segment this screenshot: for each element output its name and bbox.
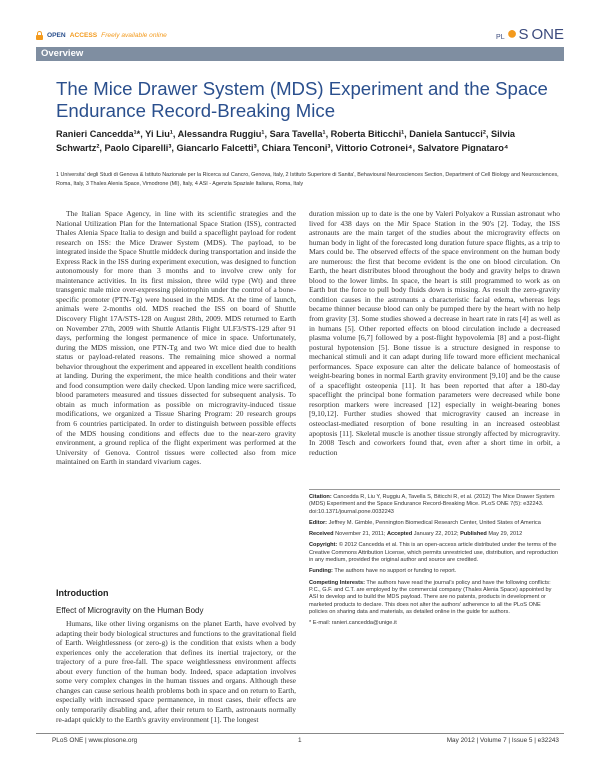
introduction-paragraph: Humans, like other living organisms on the planet Earth, have evolved by adapting their body biological structures and functions to the gravitational field of Earth. Weightlessness (or zero-g) is the condition that exists when a body experiences only the acceleration that defines its inertial trajectory, or the trajectory of a pure free-fall. The space weightlessness environment affects about every function of the human body. Indeed, space adaptation involves some very complex changes in the human tissues and organs. Although these changes can cause serious health problems both in space and on return to Earth, especially with increased space permanence, in most cases, their effects are only temporarily disabling and, after their return to Earth, astronauts normally re-adapt quickly to the Earth's gravity environment [1]. The longest bbox=[56, 619, 296, 724]
paper-title: The Mice Drawer System (MDS) Experiment and the Space Endurance Record-Breaking Mice bbox=[56, 78, 548, 121]
footer-divider bbox=[36, 733, 564, 734]
dates-block: Received November 21, 2011; Accepted January 22, 2012; Published May 29, 2012 bbox=[309, 531, 523, 538]
editor-block: Editor: Jeffrey M. Gimble, Pennington Biomedical Research Center, United States of America bbox=[309, 519, 541, 526]
open-access-banner bbox=[36, 31, 167, 40]
footer-issue-info: May 2012 | Volume 7 | Issue 5 | e32243 bbox=[446, 737, 559, 744]
logo-s: S bbox=[518, 26, 529, 43]
author-list: Ranieri Cancedda¹*, Yi Liu¹, Alessandra Ruggiu¹, Sara Tavella¹, Roberta Biticchi¹, Daniela Santucci², Silvia Schwartz², Paolo Ciparelli³, Giancarlo Falcetti³, Chiara Tenconi³, Vittorio Cotronei⁴, Salvatore Pignataro⁴ bbox=[56, 129, 515, 153]
article-info-box bbox=[309, 489, 560, 631]
logo-small: PL bbox=[496, 34, 505, 41]
section-type-bar: Overview bbox=[36, 47, 564, 61]
email-line: * E-mail: ranieri.cancedda@unige.it bbox=[309, 620, 397, 627]
introduction-section bbox=[56, 589, 296, 724]
page-footer bbox=[36, 737, 564, 747]
logo-dot-icon: ● bbox=[506, 23, 518, 43]
logo-one: ONE bbox=[531, 26, 564, 43]
abstract-text: The Italian Space Agency, in line with its scientific strategies and the National Utilization Plan for the International Space Station (ISS), contracted Thales Alenia Space Italia to design and build a spaceflight payload for rodent research on ISS: the Mice Drawer System (MDS). The payload, to be integrated inside the Space Shuttle middeck during transportation and inside the Express Rack in the ISS during experiment execution, was designed to function autonomously for more than 3 months and to involve crew only for maintenance activities. In its first mission, three wild type (Wt) and three transgenic male mice over-expressing pleiotrophin under the control of a bone-specific promoter (PTN-Tg) were housed in the MDS. At the time of launch, animals were 2-months old. MDS reached the ISS on board of Shuttle Discovery Flight 17A/STS-128 on August 28th, 2009. MDS returned to Earth on November 27th, 2009 with Shuttle Atlantis Flight ULF3/STS-129 after 91 days, performing the longest permanence of mice in space. Unfortunately, during the MDS mission, one PTN-Tg and two Wt mice died due to health status or payload-related reasons. The remaining mice showed a normal behavior throughout the experiment and appeared in excellent health conditions at landing. During the experiment, the mice health conditions and their water and food consumption were daily checked. Upon landing mice were sacrificed, blood parameters measured and tissues dissected for subsequent analysis. To obtain as much information as possible on microgravity-induced tissue modifications, we organized a Tissue Sharing Program: 20 research groups from 6 countries participated. In order to distinguish between possible effects of the MDS housing conditions and effects due to the near-zero gravity environment, a ground replica of the flight experiment was performed at the University of Genova. Control tissues were collected also from mice maintained on Earth in standard vivarium cages. bbox=[56, 209, 296, 467]
oa-access-label: ACCESS bbox=[69, 32, 98, 39]
open-lock-icon bbox=[36, 31, 43, 40]
microgravity-subheading: Effect of Microgravity on the Human Body bbox=[56, 605, 204, 615]
funding-block: Funding: The authors have no support or funding to report. bbox=[309, 568, 457, 575]
plos-one-logo bbox=[496, 23, 564, 43]
oa-free-label: Freely available online bbox=[101, 32, 167, 39]
column-two-paragraph: duration mission up to date is the one by Valeri Polyakov a Russian astronaut who lived for 438 days on the Mir Space Station in the 90's [2]. Today, the ISS astronauts are the main target of the studies about the microgravity effects on human body in light of the forecasted long duration future space flights, as a trip to Mars could be. The observed effects of the space environment on the human body are numerous: the first that become evident is the one on blood circulation. On Earth, the heart distributes blood throughout the body and gravity helps to drawn blood to the lower limbs. In space, the heart is still programmed to work as on Earth but the force to pull body fluids down is missing. As result the zero-gravity condition causes in the astronauts a characteristic facial edema, whereas legs became thinner because blood can only be pumped there by the heart with no help from gravity [3]. Some studies showed a decrease in heart rate in rats [4] as well as in humans [5]. Other reported effects on blood circulation include a decreased plasma volume [6,7] followed by a post-flight hypovolemia [8] and a post-flight postural hypotension [5]. Bone tissue is a structure designed in response to mechanical stimuli and it can adapt during life toward more efficient mechanical performances. Space exposure can alter the delicate balance of homeostasis of weight-bearing bones in normal Earth gravity environment [9,10] and be the cause of a spaceflight osteopenia [11]. It has been reported that after a 180-day spaceflight the principal bone formation parameters were decreased while bone resorption markers were increased [12] especially in weight-bearing bones [9,10,12]. Further studies showed that microgravity caused an increase in osteoclast-mediated resorption of bone resulting in an increased osteoblast apoptosis [11]. Skeletal muscle is another tissue strongly affected by microgravity. In 2008 Tesch and coworkers found that, even after a short time in orbit, a reduction bbox=[309, 209, 560, 457]
competing-interests-block: Competing Interests: The authors have read the journal's policy and have the following conflicts: P.C., G.F. and C.T. are employed by the commercial company (Thales Alenia Space) appointed by ASI to develop and to build the MDS payload. There are no patents, products in development or marketed products to declare. This does not alter the authors' adherence to all the PLoS ONE policies on sharing data and materials, as detailed online in the guide for authors. bbox=[309, 579, 552, 615]
oa-open-label: OPEN bbox=[47, 32, 66, 39]
copyright-block: Copyright: © 2012 Cancedda et al. This is an open-access article distributed under the terms of the Creative Commons Attribution License, which permits unrestricted use, distribution, and reproduction in any medium, provided the original author and source are credited. bbox=[309, 542, 559, 564]
abstract bbox=[56, 209, 296, 467]
affiliations: 1 Universita' degli Studi di Genova & Istituto Nazionale per la Ricerca sul Cancro, Genova, Italy, 2 Istituto Superiore di Sanita', Behavioural Neurosciences Section, Department of Cell Biology and Neurosciences, Roma, Italy, 3 Thales Alenia Space, Vimodrone (MI), Italy, 4 ASI - Agenzia Spaziale Italiana, Roma, Italy bbox=[56, 172, 559, 187]
page-number: 1 bbox=[298, 737, 302, 744]
citation-block: Citation: Cancedda R, Liu Y, Ruggiu A, Tavella S, Biticchi R, et al. (2012) The Mice Drawer System (MDS) Experiment and the Space Endurance Record-Breaking Mice. PLoS ONE 7(5): e32243. doi:10.1371/journal.pone.0032243 bbox=[309, 494, 555, 515]
introduction-heading: Introduction bbox=[56, 588, 109, 598]
info-divider bbox=[309, 489, 560, 490]
footer-journal-link[interactable]: PLoS ONE | www.plosone.org bbox=[52, 737, 138, 744]
column-two-body bbox=[309, 209, 560, 457]
